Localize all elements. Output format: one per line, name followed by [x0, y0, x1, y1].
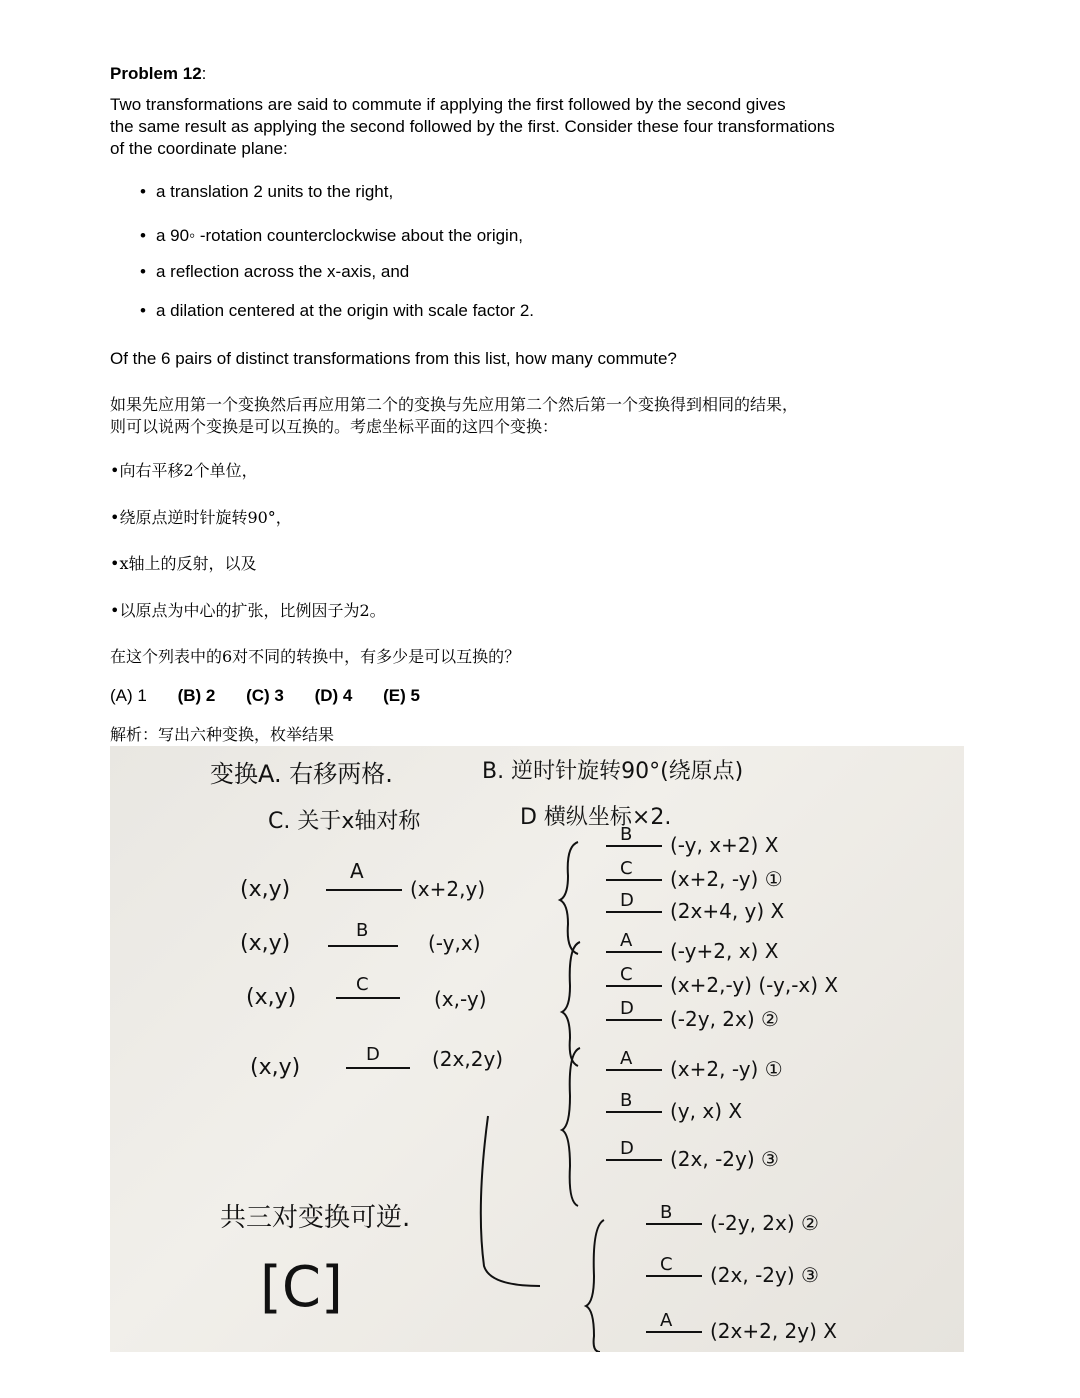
bullet-dilation: • a dilation centered at the origin with scale factor 2. [140, 301, 534, 320]
hw-connector [481, 1116, 540, 1286]
answer-choices [110, 686, 446, 706]
hw-line1a: 变换A. 右移两格. [210, 760, 393, 788]
cn-bullet-3: •x轴上的反射，以及 [110, 554, 257, 573]
hw-branch-result: (2x, -2y) ③ [670, 1147, 779, 1171]
hw-start-b: (x,y) [240, 931, 291, 956]
cn-intro-line-1: 如果先应用第一个变换然后再应用第二个的变换与先应用第二个然后第一个变换得到相同的结果， [110, 395, 799, 414]
hw-branch-result: (-2y, 2x) ② [670, 1007, 779, 1031]
hw-branch-op: A [620, 1048, 633, 1069]
hw-branches [606, 824, 838, 1343]
choice-b: (B) 2 [177, 686, 216, 705]
hw-branch-op: D [620, 1138, 634, 1159]
handwritten-solution-photo [110, 746, 964, 1352]
choice-d: (D) 4 [314, 686, 353, 705]
hw-branch-op: D [620, 998, 634, 1019]
bullet-reflection: • a reflection across the x-axis, and [140, 262, 410, 281]
hw-brace-b [562, 942, 580, 1066]
cn-intro-line-2: 则可以说两个变换是可以互换的。考虑坐标平面的这四个变换： [110, 417, 559, 436]
hw-line2b: D 横纵坐标×2. [520, 805, 672, 830]
hw-branch-op: C [620, 858, 633, 879]
hw-label-a: A [350, 859, 364, 883]
hw-branch-op: B [620, 824, 633, 845]
hw-branch-op: A [620, 930, 633, 951]
hw-label-b: B [356, 920, 369, 941]
hw-conclusion: 共三对变换可逆. [220, 1203, 411, 1233]
hw-result-b: (-y,x) [428, 931, 481, 955]
hw-brace-c [562, 1048, 580, 1206]
hw-result-d: (2x,2y) [432, 1047, 504, 1071]
hw-branch-op: C [620, 964, 633, 985]
hw-branch-op: B [620, 1090, 633, 1111]
hw-answer: [C] [260, 1255, 343, 1320]
hw-label-d: D [366, 1044, 380, 1065]
hw-brace-a [560, 842, 578, 954]
choice-c: (C) 3 [246, 686, 284, 705]
hw-branch-result: (x+2,-y) (-y,-x) X [670, 973, 839, 997]
cn-question: 在这个列表中的6对不同的转换中，有多少是可以互换的？ [110, 647, 521, 666]
hw-branch-op: D [620, 890, 634, 911]
hw-start-c: (x,y) [246, 985, 297, 1010]
hw-start-a: (x,y) [240, 877, 291, 902]
hw-branch-result: (2x+4, y) X [670, 899, 785, 923]
handwriting-canvas [110, 746, 964, 1352]
hw-branch-result: (2x+2, 2y) X [710, 1319, 837, 1343]
cn-bullet-2: •绕原点逆时针旋转90°， [110, 508, 292, 527]
hw-branch-result: (-2y, 2x) ② [710, 1211, 819, 1235]
hw-start-d: (x,y) [250, 1055, 301, 1080]
cn-bullet-1: •向右平移2个单位， [110, 461, 258, 480]
hw-label-c: C [356, 974, 369, 995]
question-text: Of the 6 pairs of distinct transformations from this list, how many commute? [110, 349, 677, 368]
choice-a: (A) 1 [110, 686, 147, 705]
bullet-translation: • a translation 2 units to the right, [140, 182, 394, 201]
hw-branch-result: (y, x) X [670, 1099, 743, 1123]
hw-branch-op: A [660, 1310, 673, 1331]
cn-bullet-4: •以原点为中心的扩张，比例因子为2。 [110, 601, 386, 620]
intro-line-2: the same result as applying the second followed by the first. Consider these four transformations [110, 117, 835, 136]
hw-brace-d [586, 1220, 604, 1352]
hw-branch-result: (x+2, -y) ① [670, 1057, 783, 1081]
hw-branch-op: B [660, 1202, 673, 1223]
hw-branch-result: (x+2, -y) ① [670, 867, 783, 891]
hw-result-a: (x+2,y) [410, 877, 486, 901]
hw-branch-result: (2x, -2y) ③ [710, 1263, 819, 1287]
intro-line-1: Two transformations are said to commute if applying the first followed by the second gives [110, 95, 786, 114]
intro-line-3: of the coordinate plane: [110, 139, 288, 158]
bullet-rotation: • a 90◦ -rotation counterclockwise about the origin, [140, 226, 524, 245]
hw-branch-op: C [660, 1254, 673, 1275]
hw-line2a: C. 关于x轴对称 [268, 809, 421, 834]
problem-title: Problem 12: [110, 64, 207, 83]
solution-label: 解析：写出六种变换，枚举结果 [110, 725, 335, 744]
hw-line1b: B. 逆时针旋转90°(绕原点) [482, 759, 744, 784]
hw-result-c: (x,-y) [434, 987, 487, 1011]
choice-e: (E) 5 [383, 686, 420, 705]
hw-branch-result: (-y+2, x) X [670, 939, 779, 963]
hw-branch-result: (-y, x+2) X [670, 833, 779, 857]
